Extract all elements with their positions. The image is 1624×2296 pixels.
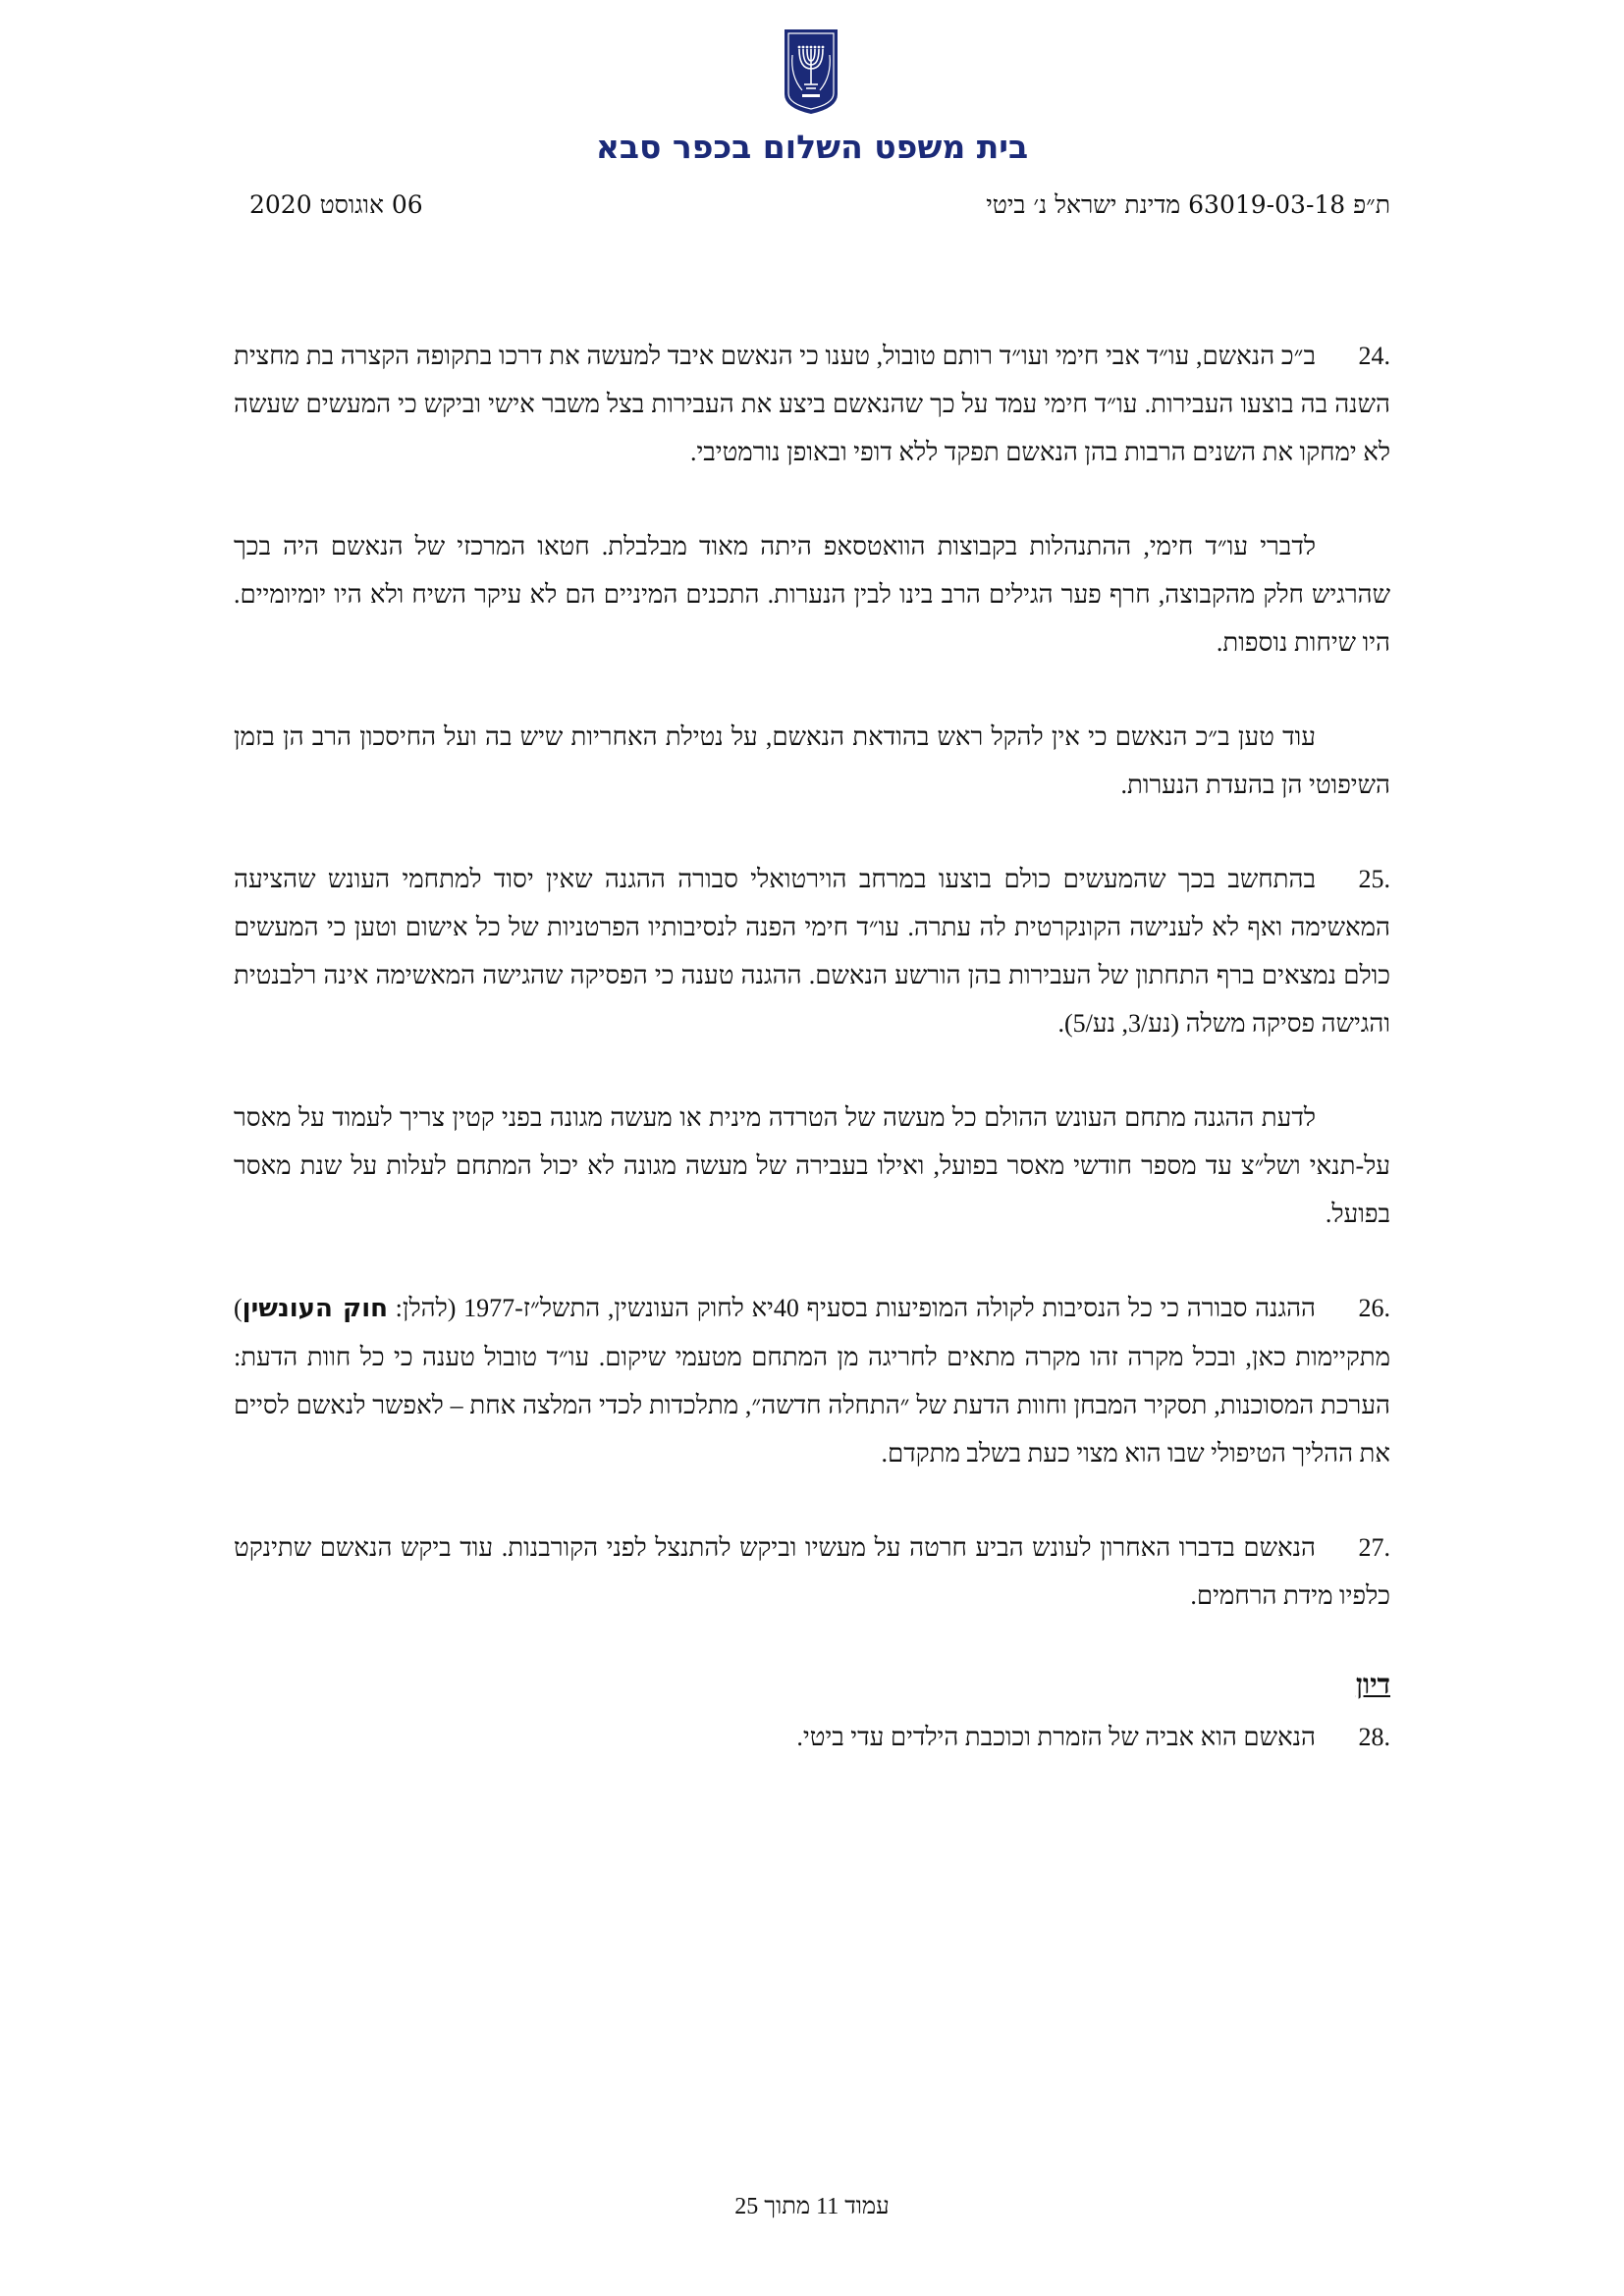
paragraph-text-before-term: ההגנה סבורה כי כל הנסיבות לקולה המופיעות בסעיף 40יא לחוק העונשין, התשל״ז-1977 (להלן: xyxy=(388,1294,1316,1322)
court-title: בית משפט השלום בכפר סבא xyxy=(595,128,1029,166)
paragraph-27 xyxy=(234,1523,1390,1620)
paragraph-text: הנאשם הוא אביה של הזמרת וכוכבת הילדים עדי ביטי. xyxy=(796,1723,1316,1751)
defined-term: חוק העונשין xyxy=(242,1294,388,1323)
paragraph-number: 26. xyxy=(1358,1294,1390,1322)
state-emblem-menorah-icon xyxy=(781,26,841,116)
paragraph-text: עוד טען ב״כ הנאשם כי אין להקל ראש בהודאת הנאשם, על נטילת האחריות שיש בה ועל החיסכון הרב הן בזמן השיפוטי הן בהעדת הנערות. xyxy=(234,722,1390,799)
paragraph-text-after-term: ) מתקיימות כאן, ובכל מקרה זהו מקרה מתאים לחריגה מן המתחם מטעמי שיקום. עו״ד טובול טענה כי כל חוות הדעת: הערכת המסוכנות, תסקיר המבחן וחוות הדעת של ״התחלה חדשה״, מתלכדות לכדי המלצה אחת – לאפשר לנאשם לסיים את ההליך הטיפולי שבו הוא מצוי כעת בשלב מתקדם. xyxy=(234,1294,1390,1468)
section-heading-discussion: דיון xyxy=(1355,1670,1390,1700)
paragraph-25 xyxy=(234,855,1390,1047)
document-date: 06 אוגוסט 2020 xyxy=(249,190,423,219)
paragraph-number: 25. xyxy=(1358,865,1390,893)
paragraph-number: 28. xyxy=(1358,1723,1390,1751)
paragraph-24-continued-2 xyxy=(234,713,1390,809)
paragraph-text: לדברי עו״ד חימי, ההתנהלות בקבוצות הוואטסאפ היתה מאוד מבלבלת. חטאו המרכזי של הנאשם היה בכך שהרגיש חלק מהקבוצה, חרף פער הגילים הרב בינו לבין הנערות. התכנים המיניים הם לא עיקר השיח ולא היו יומיומיים. היו שיחות נוספות. xyxy=(234,532,1390,657)
paragraph-number: 27. xyxy=(1358,1533,1390,1562)
paragraph-24 xyxy=(234,332,1390,476)
paragraph-26 xyxy=(234,1284,1390,1477)
paragraph-text: הנאשם בדברו האחרון לעונש הביע חרטה על מעשיו וביקש להתנצל לפני הקורבנות. עוד ביקש הנאשם שתינקט כלפיו מידת הרחמים. xyxy=(234,1533,1390,1610)
case-number-line: ת״פ 63019-03-18 מדינת ישראל נ׳ ביטי xyxy=(986,190,1390,219)
document-body xyxy=(234,332,1390,1807)
paragraph-text: בהתחשב בכך שהמעשים כולם בוצעו במרחב הוירטואלי סבורה ההגנה שאין יסוד למתחמי העונש שהציעה המאשימה ואף לא לענישה הקונקרטית לה עתרה. עו״ד חימי הפנה לנסיבותיו הפרטניות של כל אישום וטען כי המעשים כולם נמצאים ברף התחתון של העבירות בהן הורשע הנאשם. ההגנה טענה כי הפסיקה שהגישה המאשימה אינה רלבנטית והגישה פסיקה משלה (נע/3, נע/5). xyxy=(234,865,1390,1038)
paragraph-24-continued-1 xyxy=(234,522,1390,667)
page-number-footer: עמוד 11 מתוך 25 xyxy=(734,2194,890,2219)
paragraph-28 xyxy=(234,1713,1390,1761)
paragraph-text: לדעת ההגנה מתחם העונש ההולם כל מעשה של הטרדה מינית או מעשה מגונה בפני קטין צריך לעמוד על מאסר על-תנאי ושל״צ עד מספר חודשי מאסר בפועל, ואילו בעבירה של מעשה מגונה לא יכול המתחם לעלות על שנת מאסר בפועל. xyxy=(234,1103,1390,1228)
paragraph-number: 24. xyxy=(1358,342,1390,370)
paragraph-25-continued xyxy=(234,1094,1390,1238)
paragraph-text: ב״כ הנאשם, עו״ד אבי חימי ועו״ד רותם טובול, טענו כי הנאשם איבד למעשה את דרכו בתקופה הקצרה בת מחצית השנה בה בוצעו העבירות. עו״ד חימי עמד על כך שהנאשם ביצע את העבירות בצל משבר אישי וביקש כי המעשים שעשה לא ימחקו את השנים הרבות בהן הנאשם תפקד ללא דופי ובאופן נורמטיבי. xyxy=(234,342,1390,466)
